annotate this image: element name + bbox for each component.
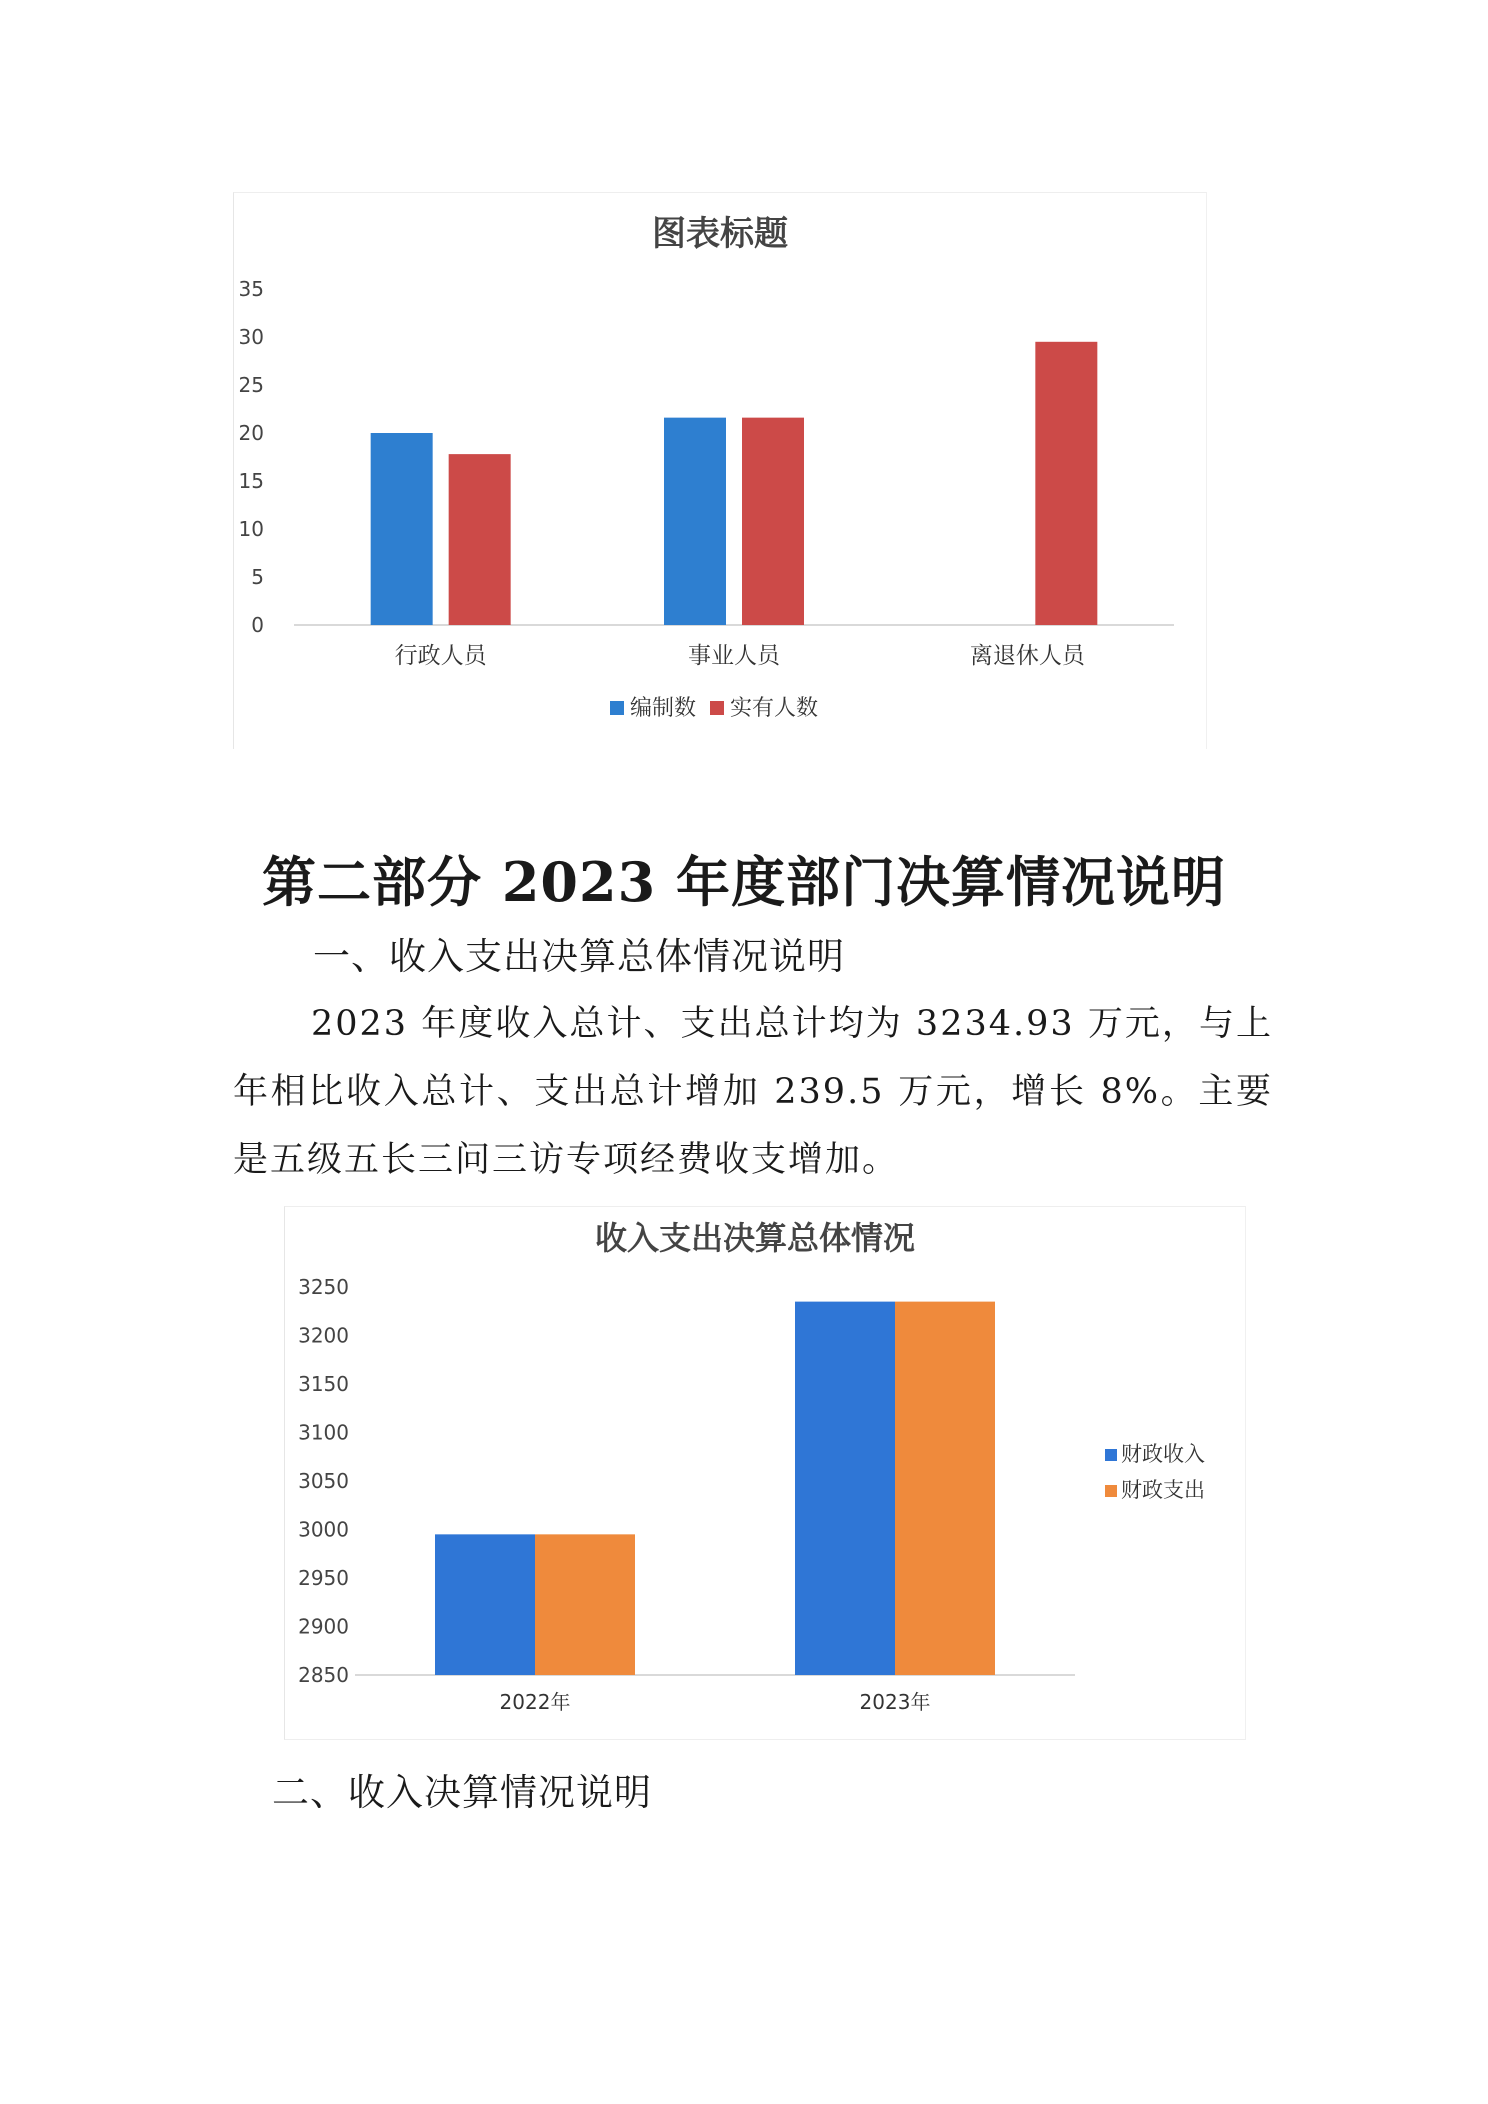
section-title: 第二部分 2023 年度部门决算情况说明 bbox=[262, 850, 1226, 914]
budget-chart-svg bbox=[285, 1207, 1245, 1739]
x-tick-label: 2023年 bbox=[859, 1690, 931, 1714]
y-tick-label: 30 bbox=[238, 325, 264, 349]
bar-财政支出 bbox=[895, 1302, 995, 1675]
bar-实有人数 bbox=[1035, 342, 1097, 625]
y-tick-label: 2900 bbox=[298, 1614, 349, 1639]
chart-title: 图表标题 bbox=[652, 214, 788, 254]
bar-实有人数 bbox=[742, 418, 804, 625]
legend-swatch bbox=[610, 701, 624, 715]
legend-swatch bbox=[1105, 1485, 1117, 1497]
y-tick-label: 3000 bbox=[298, 1517, 349, 1542]
legend-swatch bbox=[1105, 1449, 1117, 1461]
bar-财政支出 bbox=[535, 1534, 635, 1675]
y-tick-label: 3150 bbox=[298, 1372, 349, 1396]
y-tick-label: 10 bbox=[238, 517, 264, 541]
staffing-chart bbox=[233, 192, 1207, 749]
y-tick-label: 25 bbox=[238, 373, 264, 397]
legend-label: 编制数 bbox=[630, 696, 697, 721]
y-tick-label: 15 bbox=[238, 469, 264, 493]
bar-实有人数 bbox=[449, 454, 511, 625]
overall-paragraph: 2023 年度收入总计、支出总计均为 3234.93 万元，与上年相比收入总计、支出总计增加 239.5 万元，增长 8%。主要是五级五长三问三访专项经费收支增加。 bbox=[233, 1004, 1273, 1180]
x-tick-label: 事业人员 bbox=[688, 643, 780, 669]
y-tick-label: 3200 bbox=[298, 1323, 349, 1348]
y-tick-label: 3050 bbox=[298, 1469, 349, 1493]
bar-编制数 bbox=[664, 418, 726, 625]
bar-财政收入 bbox=[795, 1302, 895, 1675]
legend-label: 实有人数 bbox=[730, 696, 819, 721]
y-tick-label: 2850 bbox=[298, 1663, 349, 1687]
subheading-income: 二、收入决算情况说明 bbox=[272, 1771, 652, 1814]
y-tick-label: 5 bbox=[251, 565, 264, 589]
x-tick-label: 行政人员 bbox=[394, 643, 487, 669]
budget-chart bbox=[284, 1206, 1246, 1740]
x-tick-label: 2022年 bbox=[499, 1690, 571, 1714]
bar-财政收入 bbox=[435, 1534, 535, 1675]
y-tick-label: 0 bbox=[251, 613, 264, 637]
staffing-chart-svg bbox=[234, 193, 1206, 749]
chart-title: 收入支出决算总体情况 bbox=[594, 1219, 916, 1257]
legend-label: 财政支出 bbox=[1121, 1478, 1205, 1502]
y-tick-label: 2950 bbox=[298, 1566, 349, 1590]
y-tick-label: 3250 bbox=[298, 1275, 349, 1299]
y-tick-label: 35 bbox=[238, 277, 264, 301]
subheading-overall: 一、收入支出决算总体情况说明 bbox=[313, 935, 845, 978]
x-tick-label: 离退休人员 bbox=[969, 643, 1085, 669]
y-tick-label: 20 bbox=[238, 421, 264, 445]
legend-label: 财政收入 bbox=[1121, 1442, 1205, 1466]
bar-编制数 bbox=[371, 433, 433, 625]
y-tick-label: 3100 bbox=[298, 1420, 349, 1445]
legend-swatch bbox=[710, 701, 724, 715]
